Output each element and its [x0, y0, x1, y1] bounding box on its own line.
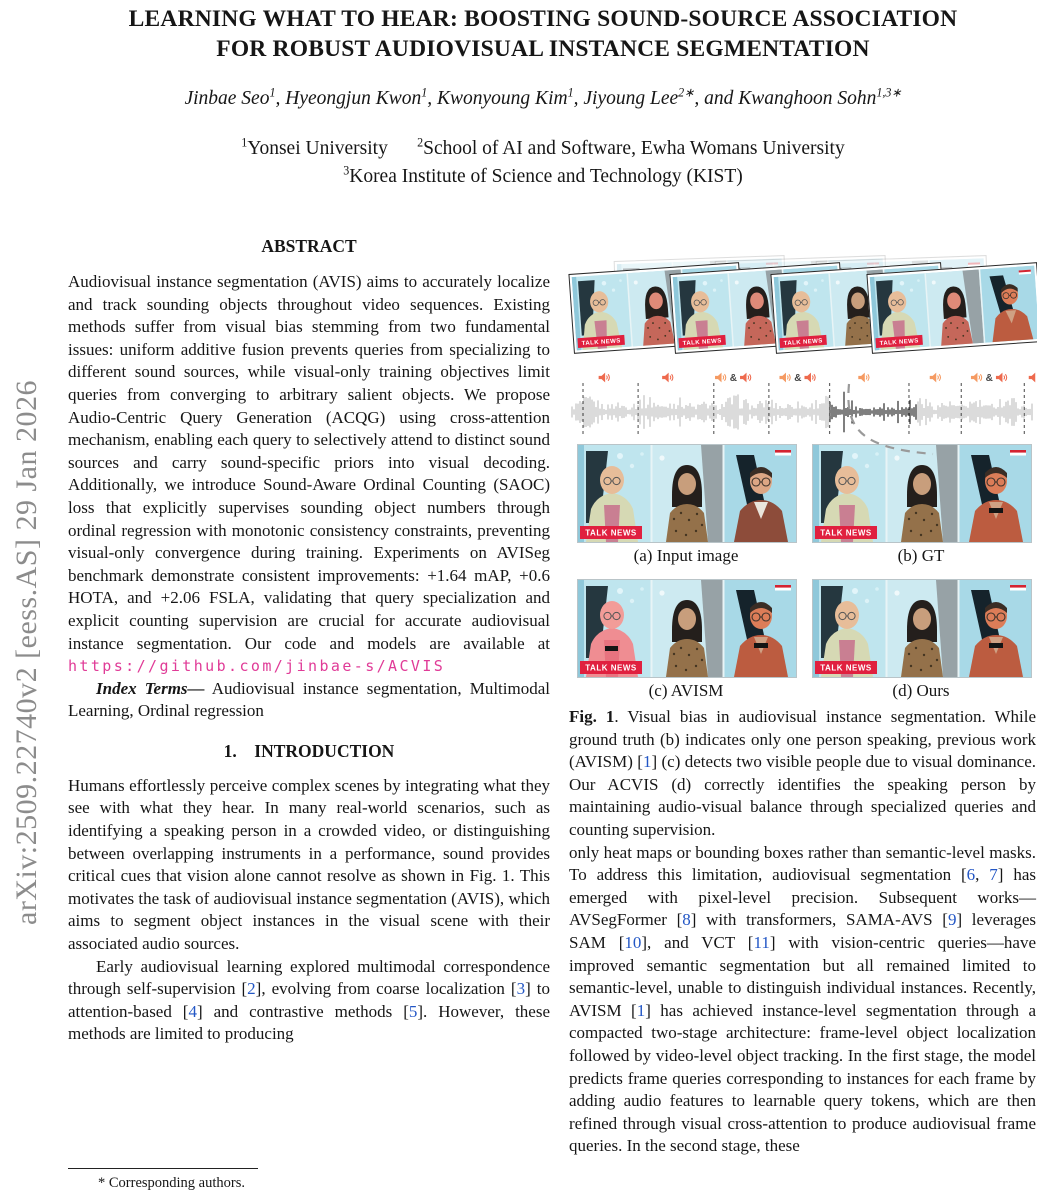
citation-link[interactable]: 11: [753, 932, 770, 952]
video-frame-4-scene: [870, 265, 1037, 350]
text-segment: Jinbae Seo: [184, 88, 270, 109]
figure1-panel-b: [812, 444, 1030, 571]
figure1-filmstrip: [569, 250, 1036, 370]
citation-link[interactable]: 7: [989, 865, 998, 885]
text-segment: 1,3∗: [876, 85, 902, 100]
panel-d-label: (d) Ours: [892, 681, 950, 700]
figure1-panel-a: [577, 444, 795, 571]
text-segment: 3: [343, 163, 350, 178]
paper-title: [68, 4, 1018, 64]
citation-link[interactable]: 3: [516, 979, 526, 999]
text-segment: Yonsei University: [247, 138, 418, 159]
footnote: [68, 1168, 550, 1192]
index-terms: [68, 678, 550, 723]
introduction-paragraph-1: Humans effortlessly perceive complex scenes by integrating what they see with what they hear. In many real-world scenarios, such as identifying a speaking person in a crowded video, or distinguishing between overlapping instruments in a performance, sound provides critical cues that vision alone cannot resolve as shown in Fig. 1. This motivates the task of audiovisual instance segmentation (AVIS), which aims to segment object instances in the visual scene with their associated audio sources.: [68, 775, 550, 954]
text-segment: 2∗: [678, 85, 695, 100]
figure1-panel-c: [577, 579, 795, 706]
figure1-panel-row-2: [577, 579, 1036, 706]
panel-b-label: (b) GT: [897, 546, 945, 565]
figure1-caption: [569, 706, 1036, 842]
video-frame: [866, 262, 1037, 354]
citation-link[interactable]: 10: [624, 932, 642, 952]
text-segment: 1: [241, 135, 248, 150]
text-segment: , Jiyoung Lee: [573, 88, 679, 109]
footnote-rule: [68, 1168, 258, 1169]
citation-link[interactable]: 5: [408, 1001, 418, 1021]
text-segment: , Kwonyoung Kim: [427, 88, 568, 109]
citation-link[interactable]: 6: [966, 865, 976, 885]
panel-b-scene: [812, 444, 1032, 543]
affiliation-line2: [68, 163, 1018, 191]
text-segment: , Hyeongjun Kwon: [275, 88, 422, 109]
figure1-panel-d: [812, 579, 1030, 706]
citation-link[interactable]: 8: [682, 910, 691, 930]
right-column: [569, 250, 1036, 1158]
affiliation-line1: [68, 135, 1018, 163]
citation-link[interactable]: 1: [636, 1000, 646, 1020]
text-segment: 1: [421, 85, 428, 100]
text-segment: ] has achieved instance-level segmentation through a compacted two-stage architecture: frame-level object localization followed by video-level object tracking. In the first stage, the model predicts frame queries corresponding to instances for each frame by adding audio features to learnable query tokens, which are then refined through visual cross-attention to produce audiovisual frame queries. In the second stage, these: [569, 1000, 1036, 1156]
text-segment: , and Kwanghoon Sohn: [694, 88, 877, 109]
text-segment: ] and contrastive methods [: [196, 1001, 409, 1021]
text-segment: ] leverages SAM [: [569, 910, 1036, 952]
arxiv-watermark: arXiv:2509.22740v2 [eess.AS] 29 Jan 2026: [10, 380, 43, 925]
citation-link[interactable]: 4: [188, 1001, 197, 1021]
text-segment: Korea Institute of Science and Technology (KIST): [349, 166, 743, 187]
text-segment: ]. However, these methods are limited to producing: [68, 1001, 551, 1044]
text-segment: ] with transformers, SAMA-AVS [: [690, 910, 948, 930]
text-segment: ], and VCT [: [641, 932, 754, 952]
text-segment: ,: [975, 865, 990, 885]
paper-title-line1: LEARNING WHAT TO HEAR: BOOSTING SOUND-SOURCE ASSOCIATION: [128, 6, 958, 32]
right-column-paragraph: [569, 842, 1036, 1158]
ampersand-label: &: [729, 373, 738, 384]
panel-a-scene: [577, 444, 797, 543]
text-segment: only heat maps or bounding boxes rather than semantic-level masks. To address this limitation, audiovisual segmentation [: [569, 842, 1036, 885]
abstract-heading: ABSTRACT: [261, 236, 357, 256]
panel-d-scene: [812, 579, 1032, 678]
citation-link[interactable]: 1: [642, 752, 652, 772]
github-link[interactable]: https://github.com/jinbae-s/ACVIS: [68, 657, 446, 676]
text-segment: Fig. 1: [569, 707, 615, 726]
paper-title-line2: FOR ROBUST AUDIOVISUAL INSTANCE SEGMENTATION: [216, 36, 870, 62]
ampersand-label: &: [794, 373, 802, 384]
paper-header: [68, 4, 1018, 191]
text-segment: . Visual bias in audiovisual instance segmentation. While ground truth (b) indicates only one person speaking, previous work (AVISM) [: [569, 707, 1036, 772]
text-segment: ] (c) detects two visible people due to visual dominance. Our ACVIS (d) correctly identifies the speaking person by maintaining audio-visual balance through specialized queries and counting supervision.: [569, 752, 1036, 839]
citation-link[interactable]: 9: [947, 910, 957, 930]
introduction-heading: 1. INTRODUCTION: [223, 740, 395, 761]
figure1-panel-row-1: [577, 444, 1036, 571]
introduction-paragraph-2: [68, 956, 550, 1046]
text-segment: Audiovisual instance segmentation (AVIS) aims to accurately localize and track sounding objects throughout video sequences. Existing methods suffer from visual bias stemming from two fundamental issues: uniform additive fusion prevents queries from specializing to different sound sources, while visual-only training objectives limit queries from converging to arbitrary salient objects. We propose Audio-Centric Query Generation (ACQG) using cross-attention mechanism, enabling each query to selectively attend to distinct sound sources and carry sound-specific priors into visual decoding. Additionally, we introduce Sound-Aware Ordinal Counting (SAOC) loss that explicitly supervises sounding object numbers through ordinal regression with monotonic consistency constraints, preventing visual-only convergence during training. Experiments on AVISeg benchmark demonstrate consistent improvements: +1.64 mAP, +0.6 HOTA, and +2.06 FSLA, validating that query specialization and explicit counting supervision are crucial for accurate audiovisual instance segmentation. Our code and models are available at: [68, 272, 550, 653]
text-segment: ], evolving from coarse localization [: [255, 979, 517, 999]
footnote-text: * Corresponding authors.: [98, 1175, 245, 1191]
audio-waveform: [569, 370, 1036, 436]
left-column: [68, 236, 550, 1046]
text-segment: ] to attention-based [: [68, 979, 550, 1021]
affiliations: [68, 135, 1018, 191]
text-segment: ] has emerged with pixel-level precision. Subsequent works—AVSegFormer [: [569, 865, 1036, 930]
abstract-body: [68, 271, 550, 678]
text-segment: Early audiovisual learning explored multimodal correspondence through self-supervision [: [68, 956, 550, 999]
text-segment: ] with vision-centric queries—have improved semantic segmentation but all remained limited to semantic-level, unable to distinguish individual instances. Recently, AVISM [: [569, 932, 1036, 1020]
citation-link[interactable]: 2: [247, 979, 256, 999]
text-segment: School of AI and Software, Ewha Womans University: [423, 138, 845, 159]
text-segment: 1: [269, 85, 276, 100]
text-segment: 1: [567, 85, 574, 100]
ampersand-label: &: [985, 373, 993, 384]
author-list: [68, 85, 1018, 110]
text-segment: 2: [417, 135, 424, 150]
text-segment: Audiovisual instance segmentation, Multimodal Learning, Ordinal regression: [68, 678, 550, 721]
text-segment: Index Terms—: [96, 678, 205, 698]
panel-a-label: (a) Input image: [633, 546, 739, 565]
panel-c-label: (c) AVISM: [648, 681, 724, 700]
panel-c-scene: [577, 579, 797, 678]
